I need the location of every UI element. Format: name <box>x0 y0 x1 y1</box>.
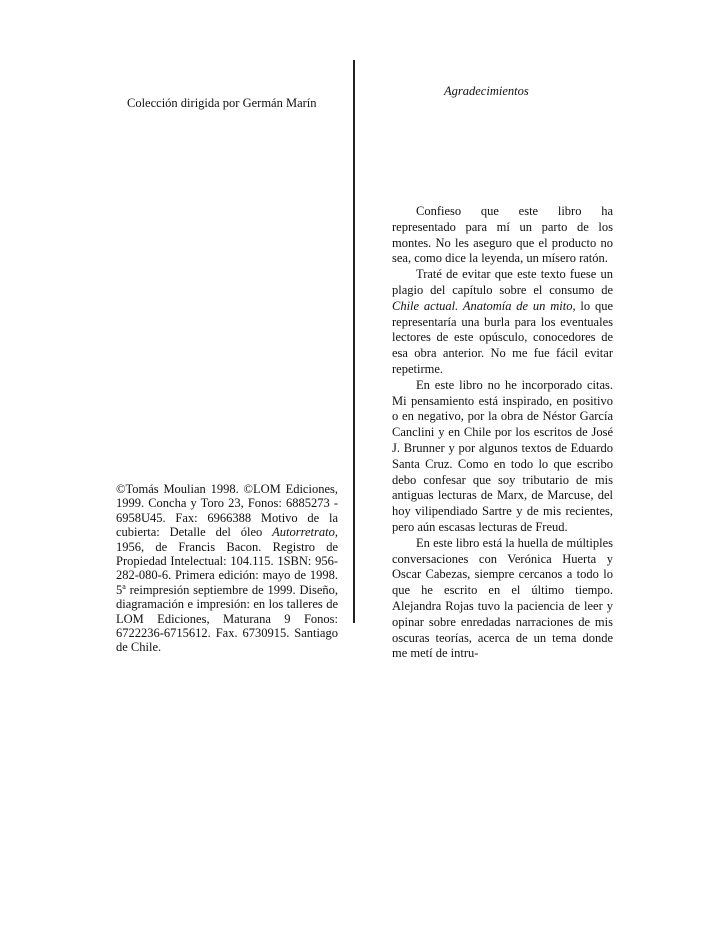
acknowledgements-heading: Agradecimientos <box>444 84 529 98</box>
artwork-title: Autorretrato, <box>272 525 338 540</box>
paragraph-2-text-a: Traté de evitar que este texto fuese un plagio del capítulo sobre el consumo de <box>392 267 613 297</box>
book-title: Chile actual. Anatomía de un mito, <box>392 298 576 313</box>
paragraph-2 <box>392 267 613 378</box>
credits-text-3: reimpresión septiembre de 1999. Diseño, diagramación e impresión: en los talleres de LOM Ediciones, Maturana 9 Fonos: 6722236-6715612. Fax. 6730915. Santiago de Chile. <box>116 582 338 655</box>
paragraph-1: Confieso que este libro ha representado para mí un parto de los montes. No les aseguro que el producto no sea, como dice la leyenda, un mísero ratón. <box>392 204 613 266</box>
paragraph-4: En este libro está la huella de múltiples conversaciones con Verónica Huerta y Oscar Cabezas, siempre cercanos a todo lo que he escrito en el último tiempo. Alejandra Rojas tuvo la paciencia de leer y opinar sobre enredadas narraciones de mis oscuras teorías, acerca de un tema donde me metí de intru- <box>392 535 613 661</box>
credits-text-2: 1956, de Francis Bacon. Registro de Propiedad Intelectual: 104.115. 1SBN: 956-282-080-6. Primera edición: mayo de 1998. 5 <box>116 539 338 597</box>
paragraph-2-text-b: lo que representaría una burla para los eventuales lectores de este opúsculo, conocedores de esa obra anterior. No me fue fácil evitar repetirme. <box>392 298 613 376</box>
page-divider <box>353 60 355 623</box>
acknowledgements-body <box>392 204 613 662</box>
paragraph-3: En este libro no he incorporado citas. Mi pensamiento está inspirado, en positivo o en negativo, por la obra de Néstor García Canclini y en Chile por los escritos de José J. Brunner y por algunos textos de Eduardo Santa Cruz. Como en todo lo que escribo debo confesar que soy tributario de mis antiguas lecturas de Marx, de Marcuse, del hoy vilipendiado Sartre y de mis recientes, pero aún escasas lecturas de Freud. <box>392 377 613 534</box>
ordinal-superscript: a <box>122 581 126 591</box>
credits-text-1: ©Tomás Moulian 1998. ©LOM Ediciones, 1999. Concha y Toro 23, Fonos: 6885273 - 6958U45. Fax: 6966388 Motivo de la cubierta: Detalle del óleo <box>116 482 338 540</box>
collection-editor-line: Colección dirigida por Germán Marín <box>127 96 317 110</box>
copyright-credits <box>116 482 338 655</box>
